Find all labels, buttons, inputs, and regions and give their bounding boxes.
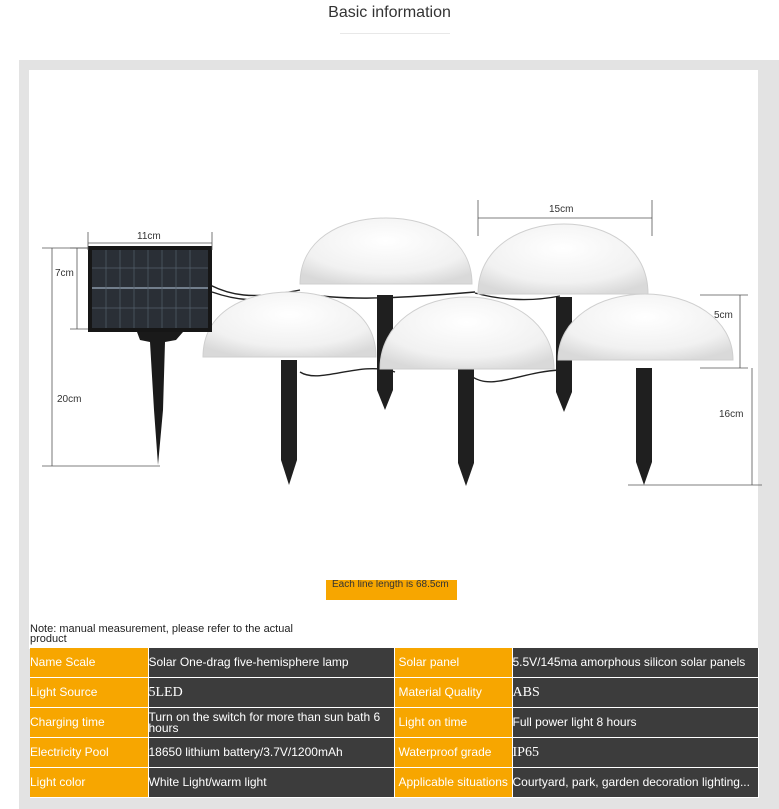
spec-label: Light Source — [30, 678, 148, 708]
lamp-width-label: 15cm — [549, 204, 574, 215]
spec-row — [30, 708, 758, 738]
spec-value: 5.5V/145ma amorphous silicon solar panels — [512, 648, 758, 678]
front-lamp-domes — [203, 292, 733, 369]
solar-panel — [88, 246, 212, 465]
spec-value: Full power light 8 hours — [512, 708, 758, 738]
spec-value: 18650 lithium battery/3.7V/1200mAh — [148, 738, 394, 768]
spec-label: Charging time — [30, 708, 148, 738]
spec-value: Turn on the switch for more than sun bath 6 hours — [148, 708, 394, 738]
line-length-note: Each line length is 68.5cm — [326, 580, 457, 600]
spec-value: Courtyard, park, garden decoration lighting... — [512, 768, 758, 798]
page-title: Basic information — [328, 4, 451, 21]
back-lamp-domes — [300, 218, 648, 294]
spec-row — [30, 738, 758, 768]
spec-row — [30, 768, 758, 798]
spec-value: White Light/warm light — [148, 768, 394, 798]
spec-value: 5LED — [148, 678, 394, 708]
spec-label: Electricity Pool — [30, 738, 148, 768]
panel-height-label: 7cm — [55, 268, 74, 279]
spec-label: Applicable situations — [394, 768, 512, 798]
spec-label: Solar panel — [394, 648, 512, 678]
spec-row — [30, 678, 758, 708]
spec-row — [30, 648, 758, 678]
spec-label: Light color — [30, 768, 148, 798]
spec-value: ABS — [512, 678, 758, 708]
spec-label: Waterproof grade — [394, 738, 512, 768]
manual-measurement-note: Note: manual measurement, please refer to the actual product — [30, 623, 293, 645]
panel-width-label: 11cm — [137, 231, 161, 242]
spec-value: Solar One-drag five-hemisphere lamp — [148, 648, 394, 678]
stake-height-label: 20cm — [57, 394, 82, 405]
lamp-height-label: 5cm — [714, 310, 733, 321]
front-lamp-stakes — [281, 360, 652, 486]
lamp-stake-label: 16cm — [719, 409, 744, 420]
spec-table — [30, 648, 759, 798]
spec-label: Material Quality — [394, 678, 512, 708]
spec-label: Light on time — [394, 708, 512, 738]
spec-value: IP65 — [512, 738, 758, 768]
spec-label: Name Scale — [30, 648, 148, 678]
